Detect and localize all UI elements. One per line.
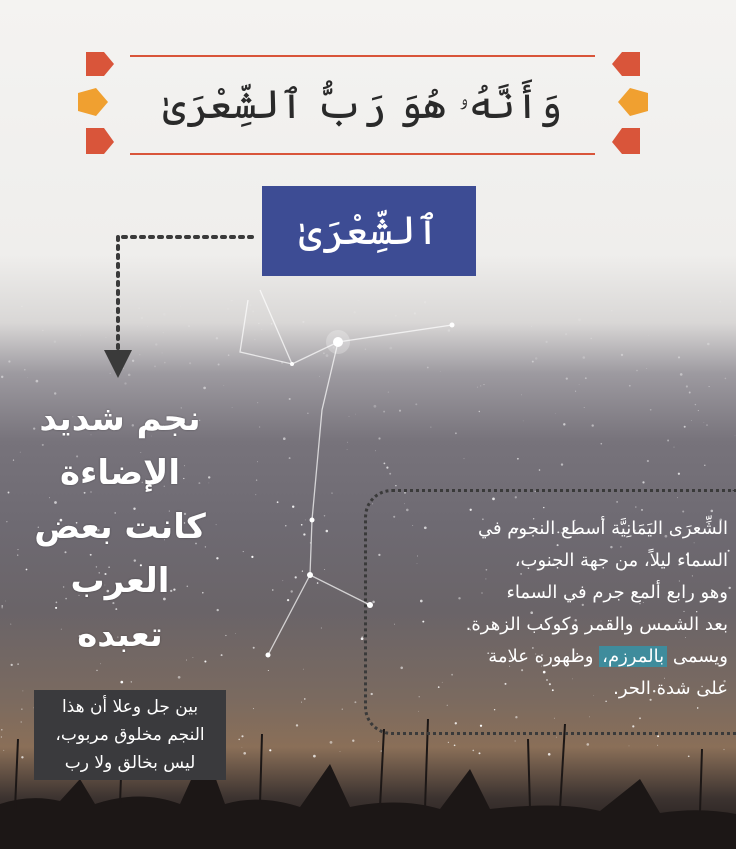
left-description — [20, 392, 220, 662]
almirzam-highlight: بالمرزم، — [599, 646, 667, 667]
details-text — [372, 513, 728, 705]
details-line: بعد الشمس والقمر وكوكب الزهرة. — [465, 614, 728, 635]
details-line: وهو رابع ألمع جرم في السماء — [506, 582, 728, 603]
note-box — [34, 690, 226, 780]
details-line-5 — [372, 641, 728, 673]
left-desc-line: تعبده — [77, 615, 163, 655]
ayah-text: وَأَنَّهُۥ هُوَ رَبُّ ٱلشِّعْرَىٰ — [162, 82, 563, 128]
details-line: على شدة الحر. — [613, 678, 728, 699]
note-line: ليس بخالق ولا رب — [64, 753, 196, 773]
left-desc-line: العرب — [70, 561, 170, 601]
word-text: ٱلشِّعْرَىٰ — [298, 208, 440, 254]
left-desc-line: كانت بعض — [34, 507, 206, 547]
note-line: النجم مخلوق مربوب، — [55, 725, 205, 745]
details-line: الشِّعرَى اليَمَانِيَّة أسطع النجوم في — [477, 518, 728, 539]
note-line: بين جل وعلا أن هذا — [61, 697, 199, 717]
left-desc-line: نجم شديد — [39, 399, 201, 439]
details-line: السماء ليلاً، من جهة الجنوب، — [514, 550, 728, 571]
details-line5-post: وظهوره علامة — [488, 646, 600, 667]
details-line5-pre: ويسمى — [667, 646, 728, 667]
left-desc-line: الإضاءة — [59, 453, 181, 493]
